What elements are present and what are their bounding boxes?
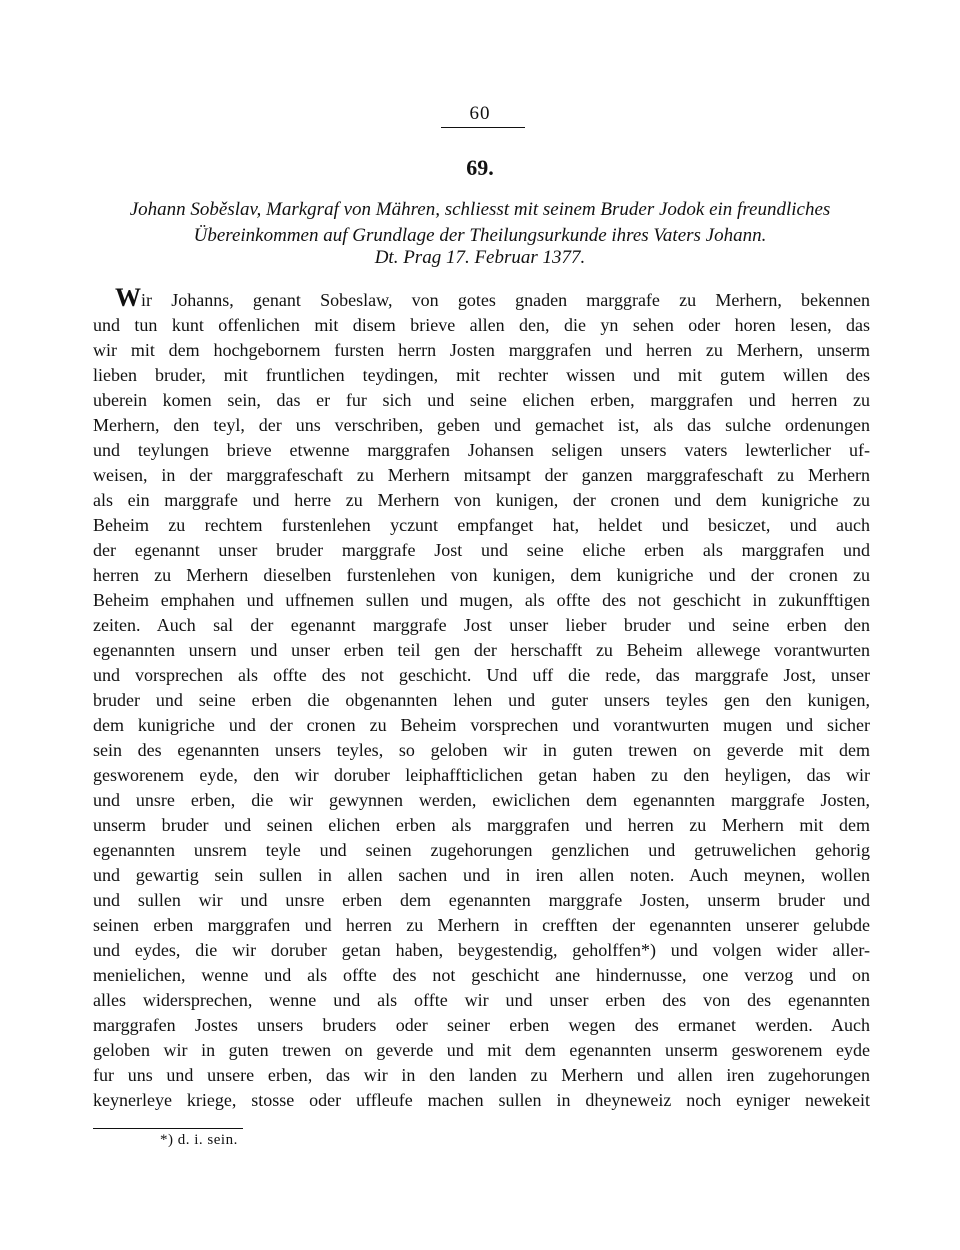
body-line: geloben wir in guten trewen on geverde und mit dem egenannten unserm gesworenem eyde xyxy=(93,1040,870,1060)
page-number: 60 xyxy=(469,103,491,124)
body-line: gesworenem eyde, den wir doruber leiphaffticlichen getan haben zu den heyligen, das wir xyxy=(93,765,870,785)
body-line-first xyxy=(93,283,870,313)
body-line: und unsre erben, die wir gewynnen werden, ewiclichen dem egenannten marggrafe Josten, xyxy=(93,790,870,810)
footnote-rule xyxy=(93,1128,243,1129)
body-line: unserm bruder und seinen elichen erben als marggrafen und herren zu Merhern mit dem xyxy=(93,815,870,835)
headnote-line: Johann Soběslav, Markgraf von Mähren, schliesst mit seinem Bruder Jodok ein freundliches xyxy=(129,199,831,220)
body-line: fur uns und unsere erben, das wir in den landen zu Merhern und allen iren zugehorungen xyxy=(93,1065,870,1085)
initial-letter: W xyxy=(115,283,141,312)
body-line: und tun kunt offenlichen mit disem brieve allen den, die yn sehen oder horen lesen, das xyxy=(93,315,870,335)
headnote-line: Übereinkommen auf Grundlage der Theilungsurkunde ihres Vaters Johann. xyxy=(193,225,767,246)
body-line: und teylungen brieve etwenne marggrafen Johansen seligen unsers vaters lewterlicher uf- xyxy=(93,440,870,460)
body-line: marggrafen Jostes unsers bruders oder seiner erben wegen des ermanet werden. Auch xyxy=(93,1015,870,1035)
body-line: Beheim zu rechtem furstenlehen yczunt empfanget hat, heldet und besiczet, und auch xyxy=(93,515,870,535)
body-line: Beheim emphahen und uffnemen sullen und mugen, als offte des not geschicht in zukunfftigen xyxy=(93,590,870,610)
body-line: wir mit dem hochgebornem fursten herrn Josten marggrafen und herren zu Merhern, unserm xyxy=(93,340,870,360)
header-rule xyxy=(441,127,525,128)
body-line: egenannten unsern und unser erben teil gen der herschafft zu Beheim allewege vorantwurten xyxy=(93,640,870,660)
body-line-text: ir Johanns, genant Sobeslaw, von gotes gnaden marggrafe zu Merhern, bekennen xyxy=(141,290,870,310)
body-line: und vorsprechen als offte des not geschicht. Und uff die rede, das marggrafe Jost, unser xyxy=(93,665,870,685)
body-line: als ein marggrafe und herre zu Merhern von kunigen, der cronen und dem kunigriche zu xyxy=(93,490,870,510)
date-line: Dt. Prag 17. Februar 1377. xyxy=(374,247,586,268)
document-number: 69. xyxy=(466,155,494,180)
body-line: und eydes, die wir doruber getan haben, beygestendig, geholffen*) und volgen wider aller- xyxy=(93,940,870,960)
body-line: herren zu Merhern dieselben furstenlehen von kunigen, dem kunigriche und der cronen zu xyxy=(93,565,870,585)
body-line: lieben bruder, mit fruntlichen teydingen, mit rechter wissen und mit gutem willen des xyxy=(93,365,870,385)
body-line: alles widersprechen, wenne und als offte wir und unser erben des von des egenannten xyxy=(93,990,870,1010)
body-line: bruder und seine erben die obgenannten lehen und guter unsers teyles gen den kunigen, xyxy=(93,690,870,710)
body-line: zeiten. Auch sal der egenannt marggrafe Jost unser lieber bruder und seine erben den xyxy=(93,615,870,635)
body-line: sein des egenannten unsers teyles, so geloben wir in guten trewen on geverde mit dem xyxy=(93,740,870,760)
body-line: seinen erben marggrafen und herren zu Merhern in crefften der egenannten unserer gelubde xyxy=(93,915,870,935)
body-line: und sullen wir und unsre erben dem egenannten marggrafe Josten, unserm bruder und xyxy=(93,890,870,910)
body-line: menielichen, wenne und als offte des not geschicht ane hindernusse, one verzog und on xyxy=(93,965,870,985)
body-line: keynerleye kriege, stosse oder uffleufe machen sullen in dheyneweiz noch eyniger newekeit xyxy=(93,1090,870,1110)
body-text xyxy=(93,283,870,1113)
body-line: der egenannt unser bruder marggrafe Jost und seine eliche erben als marggrafen und xyxy=(93,540,870,560)
body-line: uberein komen sein, das er fur sich und seine elichen erben, marggrafen und herren zu xyxy=(93,390,870,410)
body-line: weisen, in der marggrafeschaft zu Merhern mitsampt der ganzen marggrafeschaft zu Merhern xyxy=(93,465,870,485)
body-line: dem kunigriche und der cronen zu Beheim vorsprechen und vorantwurten mugen und sicher xyxy=(93,715,870,735)
footnote: *) d. i. sein. xyxy=(160,1132,238,1148)
body-line: egenannten unsrem teyle und seinen zugehorungen genzlichen und getruwelichen gehorig xyxy=(93,840,870,860)
body-line: und gewartig sein sullen in allen sachen und in iren allen noten. Auch meynen, wollen xyxy=(93,865,870,885)
headnote xyxy=(88,197,872,249)
body-line: Merhern, den teyl, der uns verschriben, geben und gemachet ist, als das sulche ordenungen xyxy=(93,415,870,435)
